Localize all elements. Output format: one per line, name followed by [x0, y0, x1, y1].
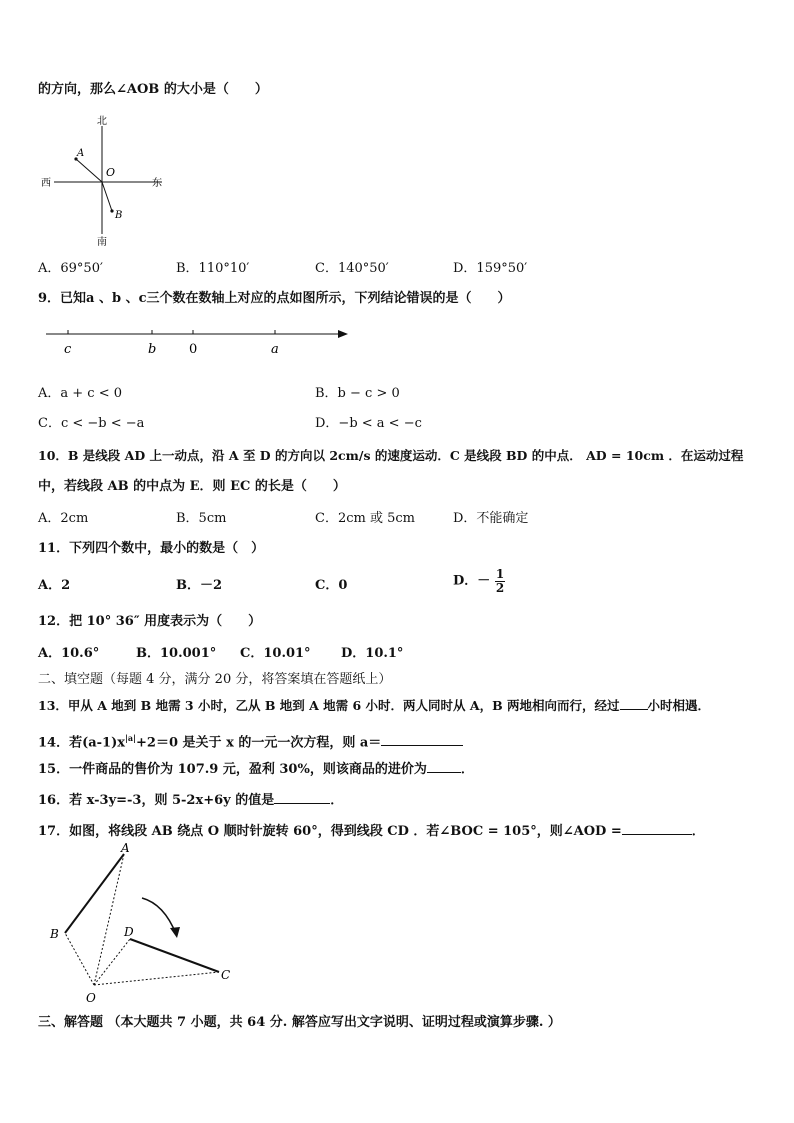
fig-point-o: O	[106, 166, 116, 179]
section-3-heading: 三、解答题 （本大题共 7 小题，共 64 分. 解答应写出文字说明、证明过程或演算步骤. ）	[38, 1015, 561, 1030]
q15-text: 15．一件商品的售价为 107.9 元，盈利 30%，则该商品的进价为	[38, 762, 427, 777]
fig-west-label: 西	[41, 178, 51, 189]
q13-tail: 小时相遇．	[647, 698, 711, 713]
q17-stem	[38, 822, 705, 841]
q11-stem: 11．下列四个数中，最小的数是（ ）	[38, 541, 265, 556]
fig17-point-o: O	[86, 991, 96, 1005]
fig-north-label: 北	[97, 116, 107, 127]
numline-zero: 0	[189, 342, 198, 357]
q14-stem	[38, 729, 463, 752]
fraction-denominator: 2	[495, 581, 505, 595]
q11-option-b: B．－2	[176, 578, 223, 593]
section-2-heading: 二、填空题（每题 4 分，满分 20 分，将答案填在答题纸上）	[38, 672, 392, 687]
q10-stem-line1: 10．B 是线段 AD 上一动点，沿 A 至 D 的方向以 2cm/s 的速度运动．C 是线段 BD 的中点． AD = 10cm ．在运动过程	[38, 448, 744, 463]
q11-option-d-prefix: D．－	[453, 573, 491, 589]
q14-text-pre: 14．若(a-1)x	[38, 735, 126, 751]
q12-option-a: A．10.6°	[38, 646, 100, 661]
q8-stem: 的方向，那么∠AOB 的大小是（ ）	[38, 82, 268, 97]
q14-answer-blank[interactable]	[381, 733, 463, 746]
numline-a: a	[271, 342, 279, 357]
fig-east-label: 东	[152, 178, 162, 189]
q8-option-c: C．140°50′	[315, 261, 389, 276]
q9-option-d: D．−b < a < −c	[315, 416, 422, 431]
q16-tail: ．	[330, 793, 344, 808]
q9-option-a: A．a + c < 0	[38, 386, 123, 401]
q10-option-a: A．2cm	[38, 511, 89, 526]
q17-rotation-figure	[44, 842, 244, 1008]
q11-option-a: A．2	[38, 578, 71, 593]
q16-stem	[38, 791, 343, 810]
q15-stem	[38, 760, 474, 779]
q17-answer-blank[interactable]	[622, 822, 692, 835]
fig17-point-c: C	[221, 968, 231, 982]
q12-stem: 12．把 10° 36″ 用度表示为（ ）	[38, 614, 262, 629]
q16-answer-blank[interactable]	[274, 791, 330, 804]
q17-text: 17．如图，将线段 AB 绕点 O 顺时针旋转 60°，得到线段 CD ．若∠BOC = 105°，则∠AOD =	[38, 824, 622, 839]
q8-option-b: B．110°10′	[176, 261, 250, 276]
q10-option-b: B．5cm	[176, 511, 227, 526]
q12-option-b: B．10.001°	[136, 646, 217, 661]
q10-stem-line2: 中，若线段 AB 的中点为 E．则 EC 的长是（ ）	[38, 479, 346, 494]
q11-option-d	[453, 568, 505, 595]
q8-compass-figure	[36, 112, 176, 248]
q11-option-c: C．0	[315, 578, 348, 593]
fig-point-a: A	[77, 148, 85, 159]
q8-option-a: A．69°50′	[38, 261, 103, 276]
q9-number-line	[36, 322, 356, 362]
q14-text-post: +2＝0 是关于 x 的一元一次方程，则 a＝	[136, 735, 382, 751]
q15-tail: ．	[460, 762, 474, 777]
numline-b: b	[148, 342, 157, 357]
fraction-numerator: 1	[495, 567, 505, 581]
q11-option-d-fraction	[495, 568, 505, 595]
q9-stem: 9．已知a 、b 、c三个数在数轴上对应的点如图所示，下列结论错误的是（ ）	[38, 291, 511, 306]
fig17-point-d: D	[124, 925, 134, 939]
q14-exponent: |a|	[125, 733, 137, 743]
q15-answer-blank[interactable]	[427, 760, 461, 773]
q12-option-d: D．10.1°	[341, 646, 404, 661]
fig17-point-b: B	[50, 927, 59, 941]
q13-answer-blank[interactable]	[620, 697, 648, 710]
q17-tail: ．	[691, 824, 705, 839]
q9-option-b: B．b − c > 0	[315, 386, 400, 401]
numline-c: c	[64, 342, 72, 357]
q8-option-d: D．159°50′	[453, 261, 528, 276]
q13-text: 13．甲从 A 地到 B 地需 3 小时，乙从 B 地到 A 地需 6 小时．两人同时从 A，B 两地相向而行，经过	[38, 698, 620, 713]
q13-stem	[38, 697, 710, 715]
q16-text: 16．若 x-3y=-3，则 5-2x+6y 的值是	[38, 793, 275, 808]
fig-south-label: 南	[97, 237, 107, 248]
q10-option-c: C．2cm 或 5cm	[315, 511, 415, 526]
fig-point-b: B	[115, 210, 123, 221]
fig17-point-a: A	[121, 842, 130, 855]
q12-option-c: C．10.01°	[240, 646, 311, 661]
q10-option-d: D．不能确定	[453, 511, 529, 526]
q9-option-c: C．c < −b < −a	[38, 416, 145, 431]
